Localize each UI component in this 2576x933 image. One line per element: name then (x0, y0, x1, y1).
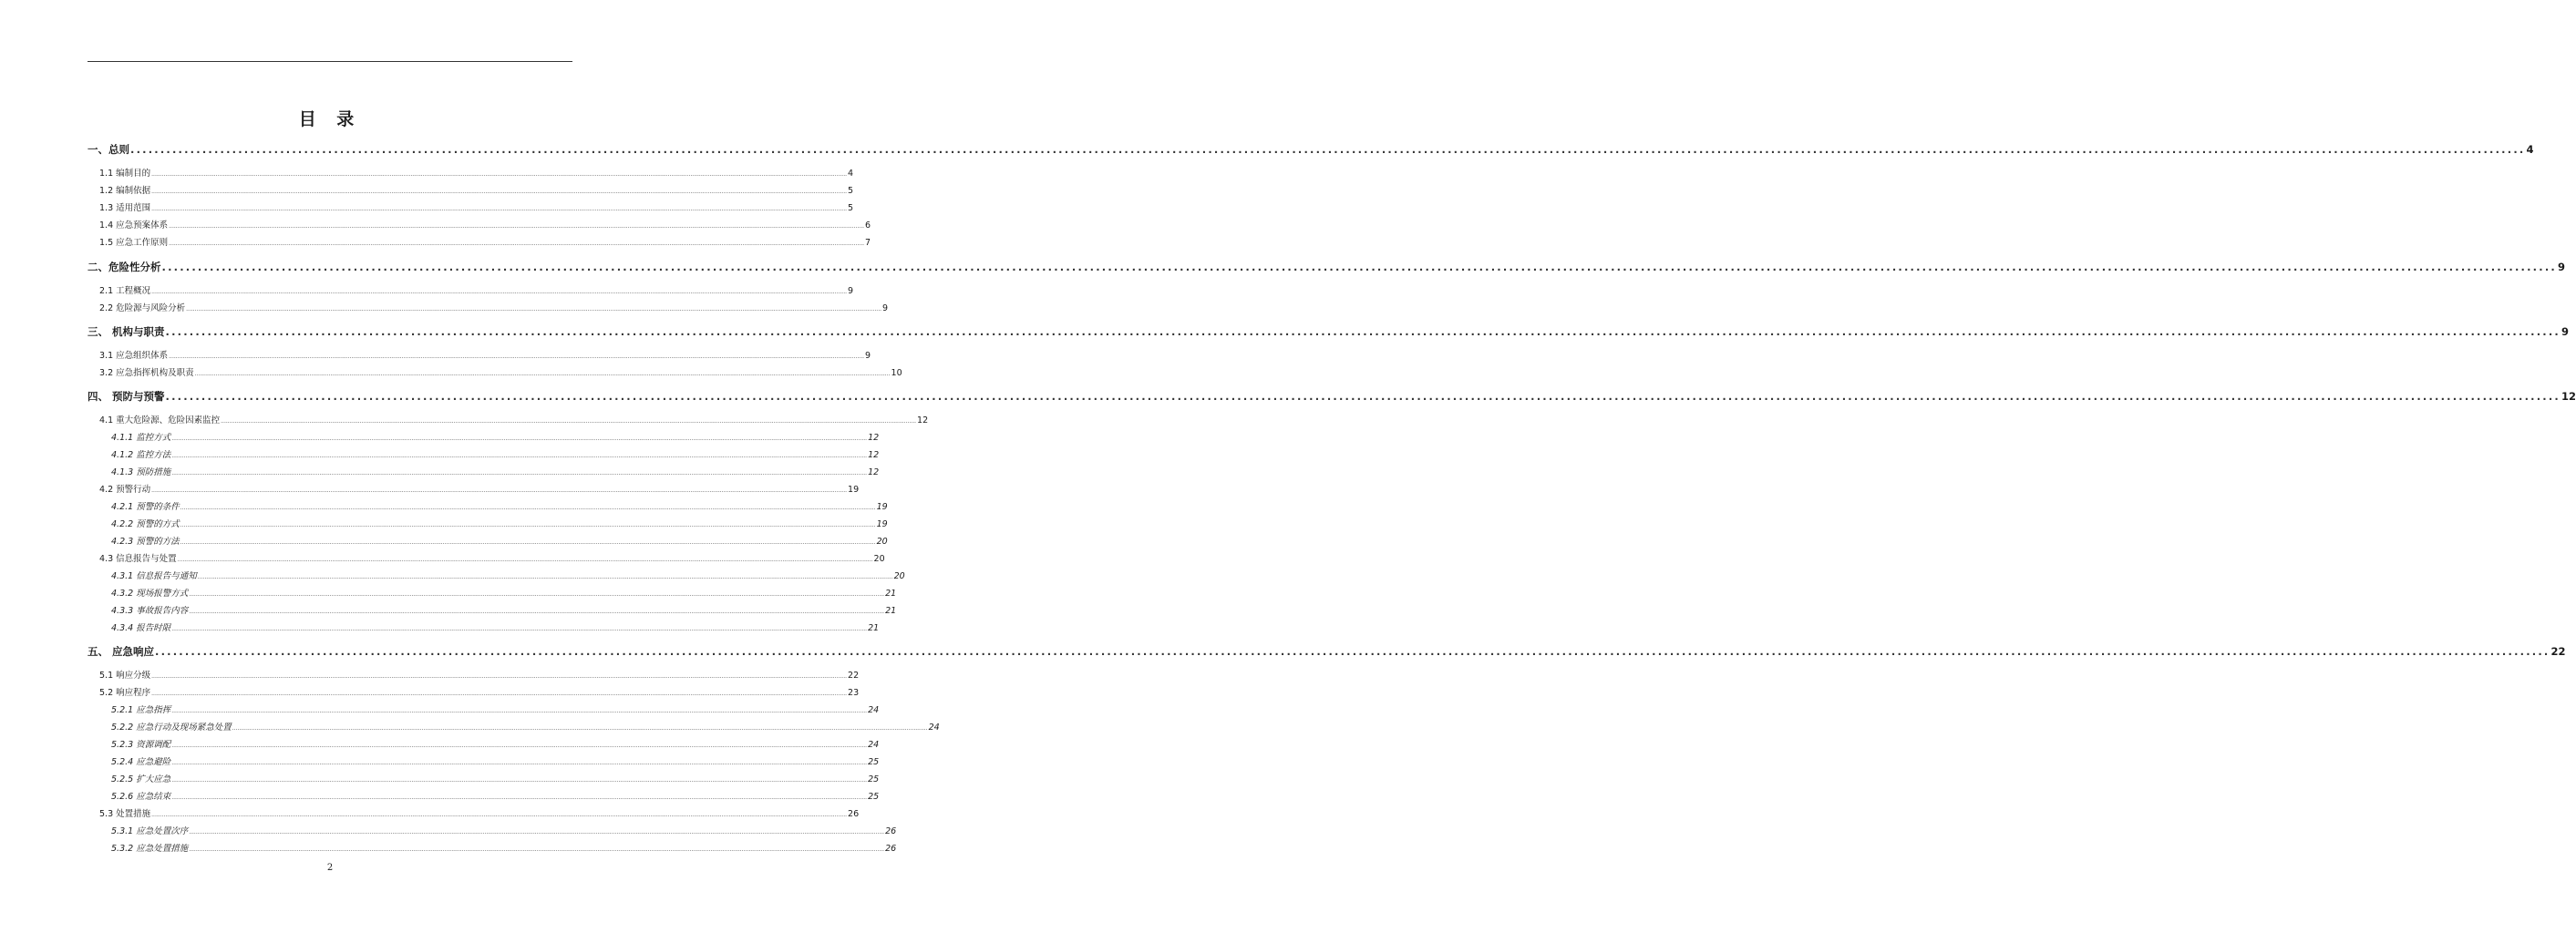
dot-leader: ................................................................................................................................................................................................................................................................................................................................................................................................................ (189, 846, 885, 853)
toc-entry-label: 2.2 危险源与风险分析 (99, 303, 186, 313)
toc-entry-label: 4.3.2 现场报警方式 (111, 589, 189, 599)
toc-entry-page: 21 (885, 606, 897, 616)
toc-entry[interactable] (111, 499, 888, 512)
toc-entry[interactable] (111, 534, 888, 547)
dot-leader: ................................................................................................................................................................................................................................................................................................................................................................................................................ (151, 691, 848, 697)
toc-entry[interactable] (111, 603, 897, 616)
toc-entry[interactable] (99, 806, 860, 819)
toc-entry[interactable] (111, 517, 888, 529)
toc-entry-label: 5.2.1 应急指挥 (111, 705, 171, 715)
toc-entry-label: 4.2 预警行动 (99, 485, 151, 495)
toc-entry-page: 20 (893, 571, 905, 581)
dot-leader: ................................................................................................................................................................................................................................................................................................................................................................................................................ (194, 371, 891, 377)
toc-entry[interactable] (99, 482, 860, 495)
header-rule (88, 61, 572, 62)
toc-entry-page: 9 (865, 351, 871, 361)
toc-entry-label: 五、 应急响应 (88, 645, 155, 658)
dot-leader: ................................................................................................................................................................................................................................................................................................................................................................................................................ (151, 812, 848, 818)
toc-entry-label: 4.1.2 监控方法 (111, 450, 171, 460)
dot-leader: ................................................................................................................................................................................................................................................................................................................................................................................................................ (151, 171, 848, 178)
toc-entry[interactable] (111, 720, 940, 733)
toc-entry-label: 一、总则 (88, 143, 129, 156)
toc-entry[interactable] (99, 365, 902, 378)
dot-leader: ................................................................................................................................................................................................................................................................................................................................................................................................................ (151, 206, 848, 212)
toc-entry[interactable] (99, 668, 860, 681)
dot-leader: ................................................................................................................................................................................................................................................................................................................................................................................................................ (165, 325, 2561, 338)
toc-entry[interactable] (111, 737, 880, 750)
toc-entry-page: 7 (865, 238, 871, 248)
toc-entry-label: 5.2.6 应急结束 (111, 792, 171, 802)
toc-entry-label: 3.2 应急指挥机构及职责 (99, 368, 194, 378)
toc-entry-label: 5.3.2 应急处置措施 (111, 844, 189, 854)
dot-leader: ................................................................................................................................................................................................................................................................................................................................................................................................................ (151, 673, 848, 680)
toc-entry-page: 24 (868, 740, 880, 750)
toc-entry-label: 4.1.3 预防措施 (111, 467, 171, 477)
toc-entry-label: 4.1.1 监控方式 (111, 433, 171, 443)
toc-entry[interactable] (99, 235, 871, 248)
toc-entry-page: 6 (865, 220, 871, 231)
toc-entry-page: 20 (876, 537, 888, 547)
toc-entry-label: 4.3.3 事故报告内容 (111, 606, 189, 616)
dot-leader: ................................................................................................................................................................................................................................................................................................................................................................................................................ (130, 143, 2526, 156)
dot-leader: ................................................................................................................................................................................................................................................................................................................................................................................................................ (161, 261, 2557, 273)
toc-entry-label: 4.2.3 预警的方法 (111, 537, 180, 547)
toc-entry-page: 9 (848, 286, 854, 296)
dot-leader: ................................................................................................................................................................................................................................................................................................................................................................................................................ (171, 777, 868, 784)
toc-entry-page: 25 (868, 757, 880, 767)
toc-entry[interactable] (111, 430, 880, 443)
toc-entry[interactable] (88, 389, 2576, 404)
toc-entry-page: 21 (868, 623, 880, 633)
dot-leader: ................................................................................................................................................................................................................................................................................................................................................................................................................ (151, 289, 848, 295)
dot-leader: ................................................................................................................................................................................................................................................................................................................................................................................................................ (171, 436, 868, 442)
toc-entry-label: 5.1 响应分级 (99, 671, 151, 681)
toc-entry-page: 4 (2526, 143, 2534, 156)
toc-entry-page: 25 (868, 792, 880, 802)
toc-entry[interactable] (99, 200, 854, 213)
toc-entry-label: 1.5 应急工作原则 (99, 238, 169, 248)
toc-entry-label: 3.1 应急组织体系 (99, 351, 169, 361)
dot-leader: ................................................................................................................................................................................................................................................................................................................................................................................................................ (189, 609, 885, 615)
toc-entry-label: 5.2.4 应急避险 (111, 757, 171, 767)
toc-entry-page: 9 (882, 303, 889, 313)
toc-entry-label: 4.2.2 预警的方式 (111, 519, 180, 529)
dot-leader: ................................................................................................................................................................................................................................................................................................................................................................................................................ (151, 189, 848, 195)
toc-entry-label: 1.4 应急预案体系 (99, 220, 169, 231)
toc-entry[interactable] (88, 260, 2565, 274)
dot-leader: ................................................................................................................................................................................................................................................................................................................................................................................................................ (171, 453, 868, 459)
dot-leader: ................................................................................................................................................................................................................................................................................................................................................................................................................ (171, 795, 868, 801)
toc-entry[interactable] (99, 348, 871, 361)
dot-leader: ................................................................................................................................................................................................................................................................................................................................................................................................................ (186, 306, 882, 313)
dot-leader: ................................................................................................................................................................................................................................................................................................................................................................................................................ (171, 708, 868, 714)
toc-entry-label: 二、危险性分析 (88, 261, 161, 273)
toc-entry-label: 5.2.2 应急行动及现场紧急处置 (111, 723, 232, 733)
toc-entry-label: 4.3.4 报告时限 (111, 623, 171, 633)
toc-entry[interactable] (111, 620, 880, 633)
dot-leader: ................................................................................................................................................................................................................................................................................................................................................................................................................ (155, 645, 2550, 658)
toc-entry-page: 12 (868, 467, 880, 477)
toc-entry-page: 5 (848, 203, 854, 213)
toc-entry-label: 4.2.1 预警的条件 (111, 502, 180, 512)
dot-leader: ................................................................................................................................................................................................................................................................................................................................................................................................................ (232, 725, 928, 732)
toc-entry-label: 1.2 编制依据 (99, 186, 151, 196)
toc-entry-page: 12 (868, 433, 880, 443)
toc-entry-label: 四、 预防与预警 (88, 390, 165, 403)
toc-entry[interactable] (111, 772, 880, 784)
dot-leader: ................................................................................................................................................................................................................................................................................................................................................................................................................ (189, 829, 885, 836)
dot-leader: ................................................................................................................................................................................................................................................................................................................................................................................................................ (171, 626, 868, 632)
toc-entry[interactable] (99, 283, 854, 296)
dot-leader: ................................................................................................................................................................................................................................................................................................................................................................................................................ (177, 557, 873, 563)
page-number: 2 (326, 863, 334, 873)
toc-entry[interactable] (99, 218, 871, 231)
toc-title: 目 录 (298, 109, 362, 129)
toc-entry-page: 23 (848, 688, 860, 698)
toc-entry-label: 1.3 适用范围 (99, 203, 151, 213)
toc-entry-page: 20 (873, 554, 885, 564)
dot-leader: ................................................................................................................................................................................................................................................................................................................................................................................................................ (151, 487, 848, 494)
toc-entry-page: 24 (928, 723, 940, 733)
toc-entry-label: 5.2.5 扩大应急 (111, 774, 171, 784)
toc-entry-page: 9 (2561, 325, 2569, 338)
toc-entry-page: 19 (848, 485, 860, 495)
toc-entry-page: 4 (848, 169, 854, 179)
dot-leader: ................................................................................................................................................................................................................................................................................................................................................................................................................ (221, 418, 917, 425)
toc-entry-page: 21 (885, 589, 897, 599)
toc-entry-label: 4.1 重大危险源、危险因素监控 (99, 415, 221, 425)
toc-entry-page: 24 (868, 705, 880, 715)
toc-entry[interactable] (99, 413, 929, 425)
dot-leader: ................................................................................................................................................................................................................................................................................................................................................................................................................ (189, 591, 885, 598)
toc-entry[interactable] (99, 166, 854, 179)
toc-entry[interactable] (111, 447, 880, 460)
toc-entry[interactable] (99, 301, 889, 313)
dot-leader: ................................................................................................................................................................................................................................................................................................................................................................................................................ (180, 522, 876, 528)
toc-entry[interactable] (111, 702, 880, 715)
toc-entry-label: 4.3 信息报告与处置 (99, 554, 177, 564)
toc-entry-label: 4.3.1 信息报告与通知 (111, 571, 197, 581)
dot-leader: ................................................................................................................................................................................................................................................................................................................................................................................................................ (171, 760, 868, 766)
toc-entry[interactable] (111, 754, 880, 767)
toc-entry-page: 19 (876, 502, 888, 512)
toc-entry[interactable] (111, 586, 897, 599)
toc-entry-label: 5.2.3 资源调配 (111, 740, 171, 750)
toc-entry-page: 10 (891, 368, 902, 378)
dot-leader: ................................................................................................................................................................................................................................................................................................................................................................................................................ (171, 470, 868, 477)
toc-entry-page: 9 (2557, 261, 2565, 273)
toc-entry-page: 25 (868, 774, 880, 784)
toc-entry-label: 5.3 处置措施 (99, 809, 151, 819)
toc-entry[interactable] (111, 789, 880, 802)
toc-entry[interactable] (111, 824, 897, 836)
toc-entry-page: 5 (848, 186, 854, 196)
dot-leader: ................................................................................................................................................................................................................................................................................................................................................................................................................ (180, 505, 876, 511)
dot-leader: ................................................................................................................................................................................................................................................................................................................................................................................................................ (197, 574, 893, 580)
dot-leader: ................................................................................................................................................................................................................................................................................................................................................................................................................ (169, 354, 865, 360)
toc-entry-label: 2.1 工程概况 (99, 286, 151, 296)
toc-entry-page: 26 (885, 844, 897, 854)
toc-entry-page: 19 (876, 519, 888, 529)
dot-leader: ................................................................................................................................................................................................................................................................................................................................................................................................................ (165, 390, 2561, 403)
toc-entry[interactable] (88, 324, 2569, 339)
toc-entry-label: 1.1 编制目的 (99, 169, 151, 179)
dot-leader: ................................................................................................................................................................................................................................................................................................................................................................................................................ (169, 241, 865, 247)
toc-entry[interactable] (88, 142, 2534, 157)
toc-entry-page: 12 (868, 450, 880, 460)
dot-leader: ................................................................................................................................................................................................................................................................................................................................................................................................................ (169, 223, 865, 230)
toc-entry[interactable] (111, 841, 897, 854)
toc-entry[interactable] (88, 644, 2566, 659)
toc-entry-page: 12 (917, 415, 929, 425)
dot-leader: ................................................................................................................................................................................................................................................................................................................................................................................................................ (180, 539, 876, 546)
toc-entry[interactable] (99, 183, 854, 196)
toc-entry-page: 22 (2550, 645, 2566, 658)
toc-entry-label: 5.3.1 应急处置次序 (111, 826, 189, 836)
dot-leader: ................................................................................................................................................................................................................................................................................................................................................................................................................ (171, 743, 868, 749)
toc-entry-label: 5.2 响应程序 (99, 688, 151, 698)
toc-entry-page: 22 (848, 671, 860, 681)
toc-entry[interactable] (111, 465, 880, 477)
toc-entry-page: 12 (2561, 390, 2576, 403)
toc-entry[interactable] (111, 569, 905, 581)
toc-entry[interactable] (99, 551, 885, 564)
toc-entry-page: 26 (885, 826, 897, 836)
toc-entry[interactable] (99, 685, 860, 698)
toc-entry-label: 三、 机构与职责 (88, 325, 165, 338)
toc-entry-page: 26 (848, 809, 860, 819)
